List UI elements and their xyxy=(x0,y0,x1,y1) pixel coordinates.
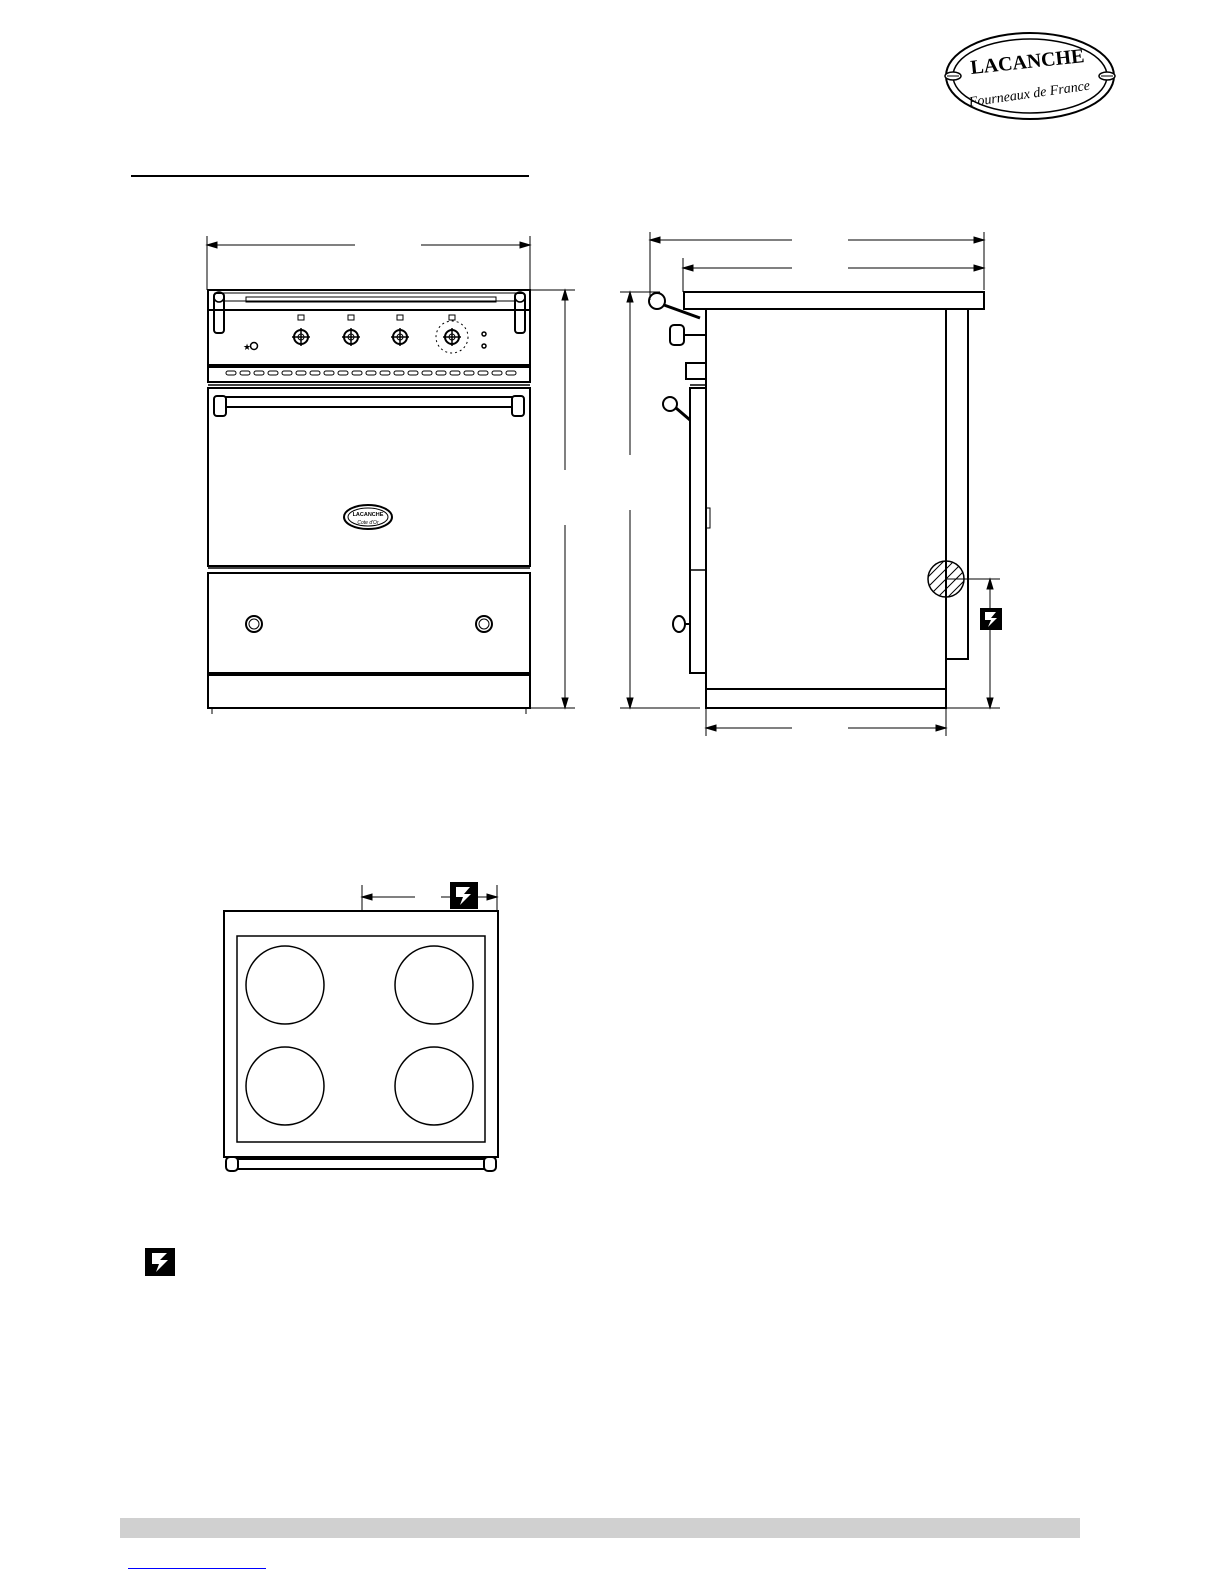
drawer-knob xyxy=(476,616,492,632)
oven-thermostat-knob xyxy=(436,315,468,353)
logo-tagline-text: Fourneaux de France xyxy=(968,78,1092,111)
svg-text:★: ★ xyxy=(243,342,252,352)
indicator-light xyxy=(482,332,486,336)
lightning-bolt-icon xyxy=(980,608,1002,630)
cooking-zone xyxy=(246,946,324,1024)
cooking-zone xyxy=(246,1047,324,1125)
footer-link[interactable] xyxy=(128,1554,266,1569)
cooking-zone xyxy=(395,1047,473,1125)
front-view xyxy=(207,236,575,714)
indicator-light xyxy=(482,344,486,348)
electrical-supply-point xyxy=(920,545,975,600)
logo-brand-text: LACANCHE xyxy=(969,45,1086,79)
ignition-button xyxy=(251,343,258,350)
lightning-bolt-icon xyxy=(450,882,478,909)
burner-knob xyxy=(391,315,409,346)
storage-drawer xyxy=(208,573,530,673)
hob-top-view xyxy=(224,885,498,1171)
burner-knob xyxy=(342,315,360,346)
lacanche-logo xyxy=(945,33,1115,119)
oven-badge xyxy=(344,505,392,529)
side-view xyxy=(620,232,1000,736)
lightning-bolt-icon xyxy=(145,1248,175,1276)
vent-slots xyxy=(226,371,516,375)
oven-door xyxy=(208,388,530,566)
cooking-zone xyxy=(395,946,473,1024)
oven-door-handle xyxy=(220,397,518,407)
drawer-knob xyxy=(246,616,262,632)
footer-bar xyxy=(120,1518,1080,1538)
oven-badge-brand: LACANCHE xyxy=(352,512,384,518)
oven-badge-tagline: Cote d'Or xyxy=(357,520,379,526)
burner-knob xyxy=(292,315,310,346)
